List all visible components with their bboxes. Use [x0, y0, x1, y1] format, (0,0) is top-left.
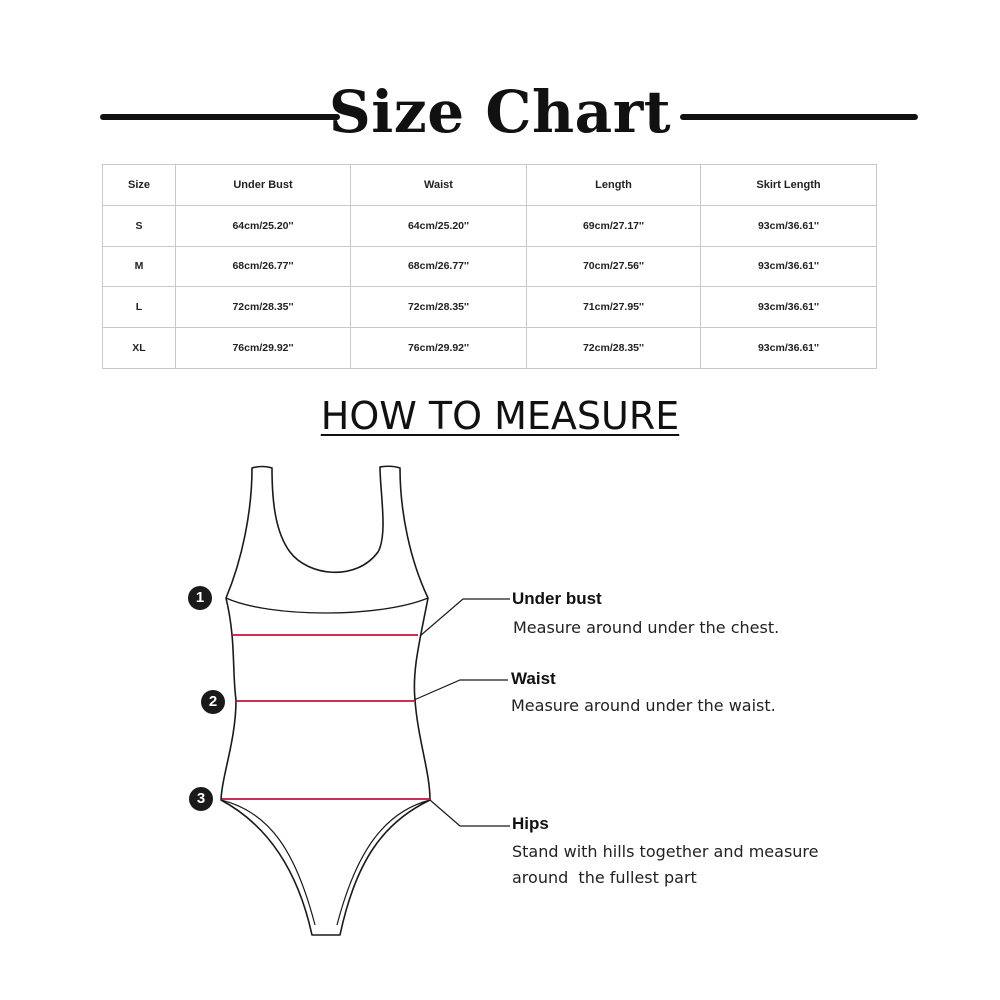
column-header: Size	[103, 165, 176, 206]
table-cell: XL	[103, 328, 176, 369]
table-cell: S	[103, 205, 176, 246]
table-cell: 76cm/29.92''	[176, 328, 351, 369]
column-header: Skirt Length	[701, 165, 877, 206]
table-cell: 68cm/26.77''	[176, 246, 351, 287]
leg-opening-right	[337, 800, 430, 925]
table-cell: 70cm/27.56''	[527, 246, 701, 287]
table-cell: 93cm/36.61''	[701, 205, 877, 246]
column-header: Length	[527, 165, 701, 206]
under-bust-leader	[420, 599, 510, 636]
table-cell: 72cm/28.35''	[176, 287, 351, 328]
hips-title: Hips	[512, 814, 549, 833]
step-badge-3: 3	[189, 787, 213, 811]
table-cell: L	[103, 287, 176, 328]
table-cell: 68cm/26.77''	[351, 246, 527, 287]
hips-desc-line-2: around the fullest part	[512, 868, 697, 887]
table-cell: 72cm/28.35''	[527, 328, 701, 369]
table-cell: 64cm/25.20''	[176, 205, 351, 246]
waist-leader	[414, 680, 508, 700]
table-cell: 93cm/36.61''	[701, 328, 877, 369]
waist-title: Waist	[511, 669, 556, 688]
page-title: Size Chart	[328, 78, 672, 146]
how-to-measure-title: HOW TO MEASURE	[320, 394, 680, 438]
table-cell: 93cm/36.61''	[701, 287, 877, 328]
table-cell: 69cm/27.17''	[527, 205, 701, 246]
table-cell: 71cm/27.95''	[527, 287, 701, 328]
neckline-curve	[226, 598, 428, 613]
table-cell: 72cm/28.35''	[351, 287, 527, 328]
step-badge-1: 1	[188, 586, 212, 610]
step-badge-2: 2	[201, 690, 225, 714]
hips-desc-line-1: Stand with hills together and measure	[512, 842, 819, 861]
table-cell: 76cm/29.92''	[351, 328, 527, 369]
waist-desc: Measure around under the waist.	[511, 696, 776, 715]
under-bust-desc: Measure around under the chest.	[513, 618, 780, 637]
table-cell: 64cm/25.20''	[351, 205, 527, 246]
table-cell: M	[103, 246, 176, 287]
column-header: Under Bust	[176, 165, 351, 206]
under-bust-title: Under bust	[512, 589, 602, 608]
table-cell: 93cm/36.61''	[701, 246, 877, 287]
leg-opening-left	[221, 800, 315, 925]
hips-leader	[430, 800, 510, 826]
column-header: Waist	[351, 165, 527, 206]
